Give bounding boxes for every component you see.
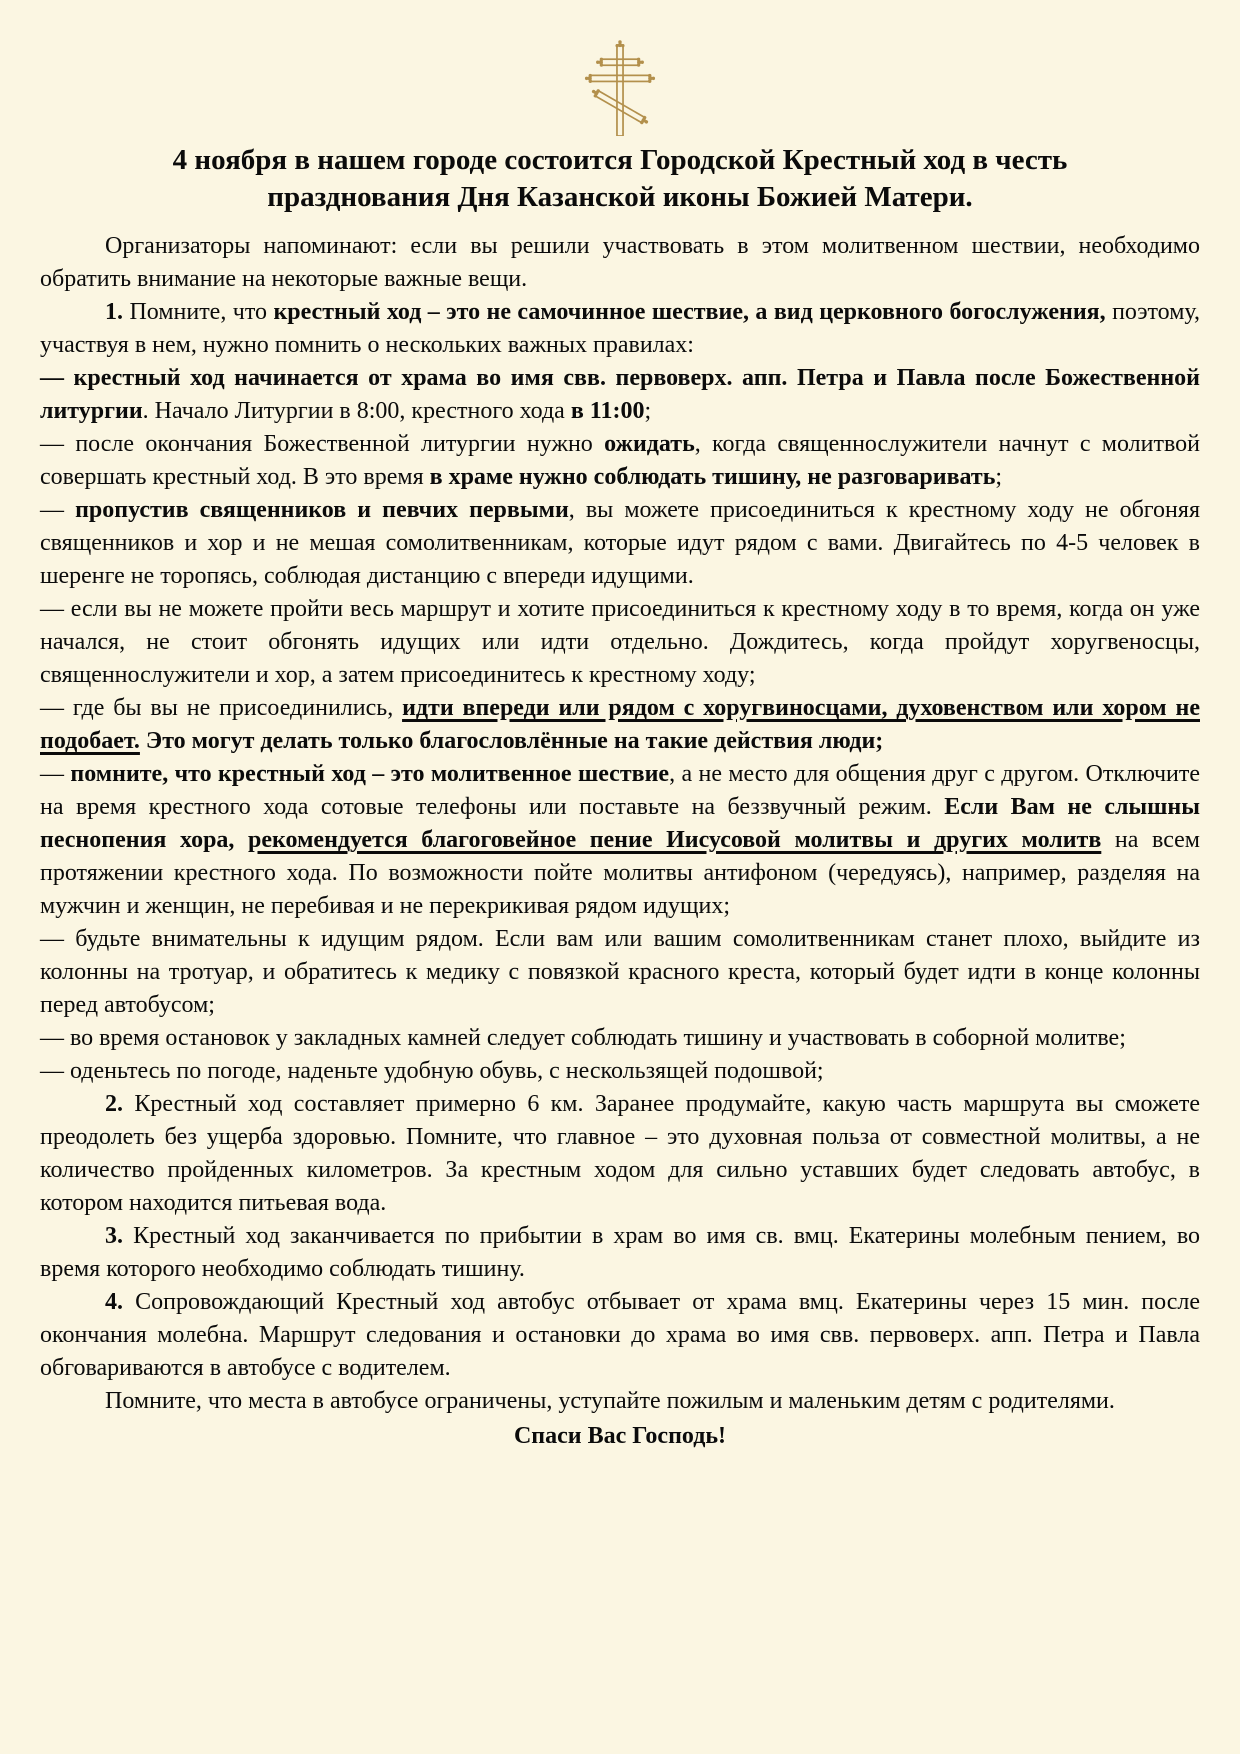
- paragraph: [40, 1220, 1200, 1286]
- text-run: 2.: [105, 1091, 135, 1118]
- text-run: — если вы не можете пройти весь маршрут и хотите присоединиться к крестному ходу в то время, когда он уже начался, не стоит обгонять идущих или идти отдельно. Дождитесь, когда пройдут хоругвеносцы, священнослужители и хор, а затем присоединитесь к крестному ходу;: [40, 596, 1200, 689]
- text-run: — крестный ход начинается от храма во имя свв. первоверх. апп. Петра и Павла после Божественной литургии: [40, 365, 1200, 425]
- text-run: ожидать: [604, 431, 695, 458]
- orthodox-cross-icon: [40, 40, 1200, 136]
- paragraph: [40, 1055, 1200, 1088]
- paragraph: [40, 692, 1200, 758]
- text-run: в 11:00: [570, 398, 645, 425]
- text-run: Помните, что места в автобусе ограничены, уступайте пожилым и маленьким детям с родителями.: [105, 1388, 1115, 1415]
- paragraph: [40, 428, 1200, 494]
- paragraph: [40, 758, 1200, 923]
- paragraph: [40, 1022, 1200, 1055]
- text-run: пропустив священников и певчих первыми: [75, 497, 569, 524]
- text-run: 1.: [105, 299, 130, 326]
- paragraphs: [40, 230, 1200, 1418]
- text-run: рекомендуется благоговейное пение Иисусовой молитвы и других молитв: [248, 827, 1102, 854]
- text-run: Если Вам не слышны песнопения хора,: [40, 794, 1201, 854]
- closing-blessing: Спаси Вас Господь!: [513, 1423, 727, 1450]
- text-run: 3.: [105, 1223, 134, 1250]
- paragraph: [40, 593, 1200, 692]
- page-title: 4 ноября в нашем городе состоится Городской Крестный ход в честь празднования Дня Казанской иконы Божией Матери.: [172, 144, 1068, 214]
- text-run: —: [40, 497, 76, 524]
- text-run: , а не место для общения друг с другом. Отключите на время крестного хода сотовые телефоны или поставьте на беззвучный режим.: [40, 761, 1201, 821]
- text-run: Помните, что: [129, 299, 274, 326]
- text-run: — после окончания Божественной литургии нужно: [40, 431, 605, 458]
- text-run: ;: [995, 464, 1003, 491]
- text-run: крестный ход – это не самочинное шествие, а вид церковного богослужения,: [273, 299, 1113, 326]
- paragraph: [40, 1385, 1200, 1418]
- paragraph: [40, 296, 1200, 362]
- paragraph: [40, 1088, 1200, 1220]
- text-run: , когда священнослужители начнут с молитвой совершать крестный ход. В это время: [40, 431, 1200, 491]
- text-run: —: [40, 761, 71, 788]
- text-run: идти впереди или рядом с хоругвиносцами, духовенством или хором не подобает.: [40, 695, 1200, 755]
- text-run: ;: [644, 398, 652, 425]
- text-run: в храме нужно соблюдать тишину, не разговаривать: [429, 464, 996, 491]
- text-run: поэтому, участвуя в нем, нужно помнить о нескольких важных правилах:: [40, 299, 1200, 359]
- text-run: помните, что крестный ход – это молитвенное шествие: [70, 761, 670, 788]
- text-run: Это могут делать только благословлённые на такие действия люди;: [139, 728, 884, 755]
- text-run: , вы можете присоединиться к крестному ходу не обгоняя священников и хор и не мешая сомолитвенникам, которые идут рядом с вами. Двигайтесь по 4-5 человек в шеренге не торопясь, соблюдая дистанцию с впереди идущими.: [40, 497, 1200, 590]
- text-run: — будьте внимательны к идущим рядом. Если вам или вашим сомолитвенникам станет плохо, выйдите из колонны на тротуар, и обратитесь к медику с повязкой красного креста, который будет идти в конце колонны перед автобусом;: [40, 926, 1200, 1019]
- text-run: — оденьтесь по погоде, наденьте удобную обувь, с нескользящей подошвой;: [40, 1058, 824, 1085]
- text-run: Организаторы напоминают: если вы решили участвовать в этом молитвенном шествии, необходимо обратить внимание на некоторые важные вещи.: [40, 233, 1200, 293]
- text-run: Крестный ход заканчивается по прибытии в храм во имя св. вмц. Екатерины молебным пением, во время которого необходимо соблюдать тишину.: [40, 1223, 1200, 1283]
- text-run: — во время остановок у закладных камней следует соблюдать тишину и участвовать в соборной молитве;: [40, 1025, 1126, 1052]
- text-run: 4.: [105, 1289, 136, 1316]
- text-run: на всем протяжении крестного хода. По возможности пойте молитвы антифоном (чередуясь), например, разделяя на мужчин и женщин, не перебивая и не перекрикивая рядом идущих;: [40, 827, 1200, 920]
- paragraph: [40, 230, 1200, 296]
- text-run: Крестный ход составляет примерно 6 км. Заранее продумайте, какую часть маршрута вы сможете преодолеть без ущерба здоровью. Помните, что главное – это духовная польза от совместной молитвы, а не количество пройденных километров. За крестным ходом для сильно уставших будет следовать автобус, в котором находится питьевая вода.: [40, 1091, 1201, 1217]
- text-run: . Начало Литургии в 8:00, крестного хода: [142, 398, 571, 425]
- paragraph: [40, 923, 1200, 1022]
- paragraph: [40, 1286, 1200, 1385]
- text-run: Сопровождающий Крестный ход автобус отбывает от храма вмц. Екатерины через 15 мин. после окончания молебна. Маршрут следования и остановки до храма во имя свв. первоверх. апп. Петра и Павла обговариваются в автобусе с водителем.: [40, 1289, 1201, 1382]
- text-run: — где бы вы не присоединились,: [40, 695, 403, 722]
- paragraph: [40, 494, 1200, 593]
- paragraph: [40, 362, 1200, 428]
